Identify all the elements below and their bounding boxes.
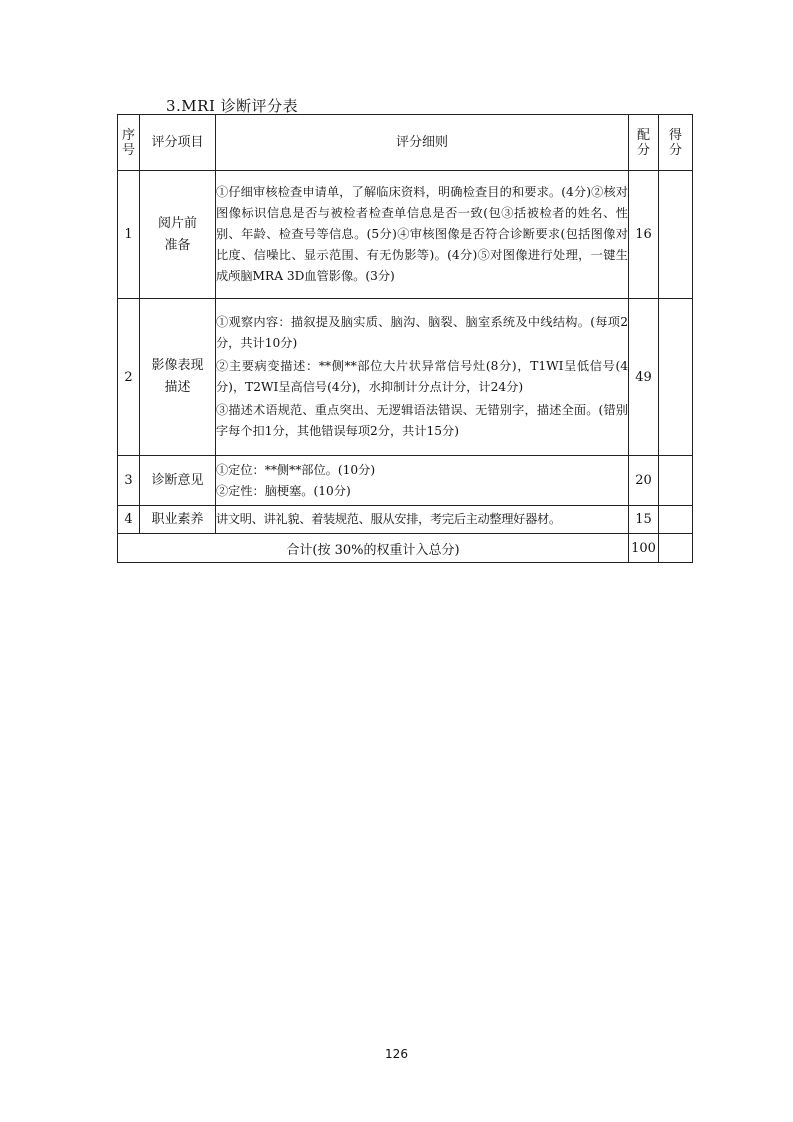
table-row bbox=[118, 456, 693, 506]
row-detail bbox=[216, 299, 629, 456]
row-points: 20 bbox=[629, 456, 659, 506]
detail-paragraph: 讲文明、讲礼貌、着装规范、服从安排，考完后主动整理好器材。 bbox=[216, 512, 561, 526]
detail-paragraph: ③描述术语规范、重点突出、无逻辑语法错误、无错别字，描述全面。(错别字每个扣1分，其他错误每项2分，共计15分) bbox=[216, 403, 628, 438]
detail-paragraph: ②定性：脑梗塞。(10分) bbox=[216, 483, 351, 498]
header-points: 配分 bbox=[629, 115, 659, 171]
detail-paragraph: ②主要病变描述：**侧**部位大片状异常信号灶(8分)，T1WI呈低信号(4分)，T2WI呈高信号(4分)，水抑制计分点计分，计24分) bbox=[216, 359, 628, 394]
detail-paragraph: ①观察内容：描叙提及脑实质、脑沟、脑裂、脑室系统及中线结构。(每项2分，共计10分) bbox=[216, 315, 628, 350]
table-row bbox=[118, 171, 693, 299]
header-no: 序号 bbox=[118, 115, 140, 171]
row-score bbox=[659, 506, 693, 534]
row-points: 15 bbox=[629, 506, 659, 534]
row-detail bbox=[216, 456, 629, 506]
row-detail bbox=[216, 506, 629, 534]
scoring-table bbox=[117, 114, 693, 563]
table-row bbox=[118, 299, 693, 456]
row-points: 49 bbox=[629, 299, 659, 456]
page-number: 126 bbox=[385, 1047, 408, 1061]
row-no: 2 bbox=[118, 299, 140, 456]
total-row bbox=[118, 534, 693, 563]
row-item: 影像表现描述 bbox=[140, 299, 216, 456]
table-row bbox=[118, 506, 693, 534]
row-score bbox=[659, 171, 693, 299]
row-no: 1 bbox=[118, 171, 140, 299]
row-item: 阅片前准备 bbox=[140, 171, 216, 299]
detail-paragraph: ①仔细审核检查申请单，了解临床资料，明确检查目的和要求。(4分)②核对图像标识信息是否与被检者检查单信息是否一致(包③括被检者的姓名、性别、年龄、检查号等信息。(5分)④审核图像是否符合诊断要求(包括图像对比度、信噪比、显示范围、有无伪影等)。(4分)⑤对图像进行处理，一键生成颅脑MRA 3D血管影像。(3分) bbox=[216, 185, 628, 283]
total-score bbox=[659, 534, 693, 563]
detail-paragraph: ①定位：**侧**部位。(10分) bbox=[216, 462, 376, 477]
header-detail: 评分细则 bbox=[216, 115, 629, 171]
row-no: 3 bbox=[118, 456, 140, 506]
table-title: 3.MRI 诊断评分表 bbox=[166, 97, 299, 115]
header-row bbox=[118, 115, 693, 171]
row-score bbox=[659, 456, 693, 506]
header-item: 评分项目 bbox=[140, 115, 216, 171]
row-item: 诊断意见 bbox=[140, 456, 216, 506]
row-no: 4 bbox=[118, 506, 140, 534]
total-label: 合计(按 30%的权重计入总分) bbox=[118, 534, 629, 563]
total-points: 100 bbox=[629, 534, 659, 563]
row-detail bbox=[216, 171, 629, 299]
row-points: 16 bbox=[629, 171, 659, 299]
row-score bbox=[659, 299, 693, 456]
header-score: 得分 bbox=[659, 115, 693, 171]
row-item: 职业素养 bbox=[140, 506, 216, 534]
